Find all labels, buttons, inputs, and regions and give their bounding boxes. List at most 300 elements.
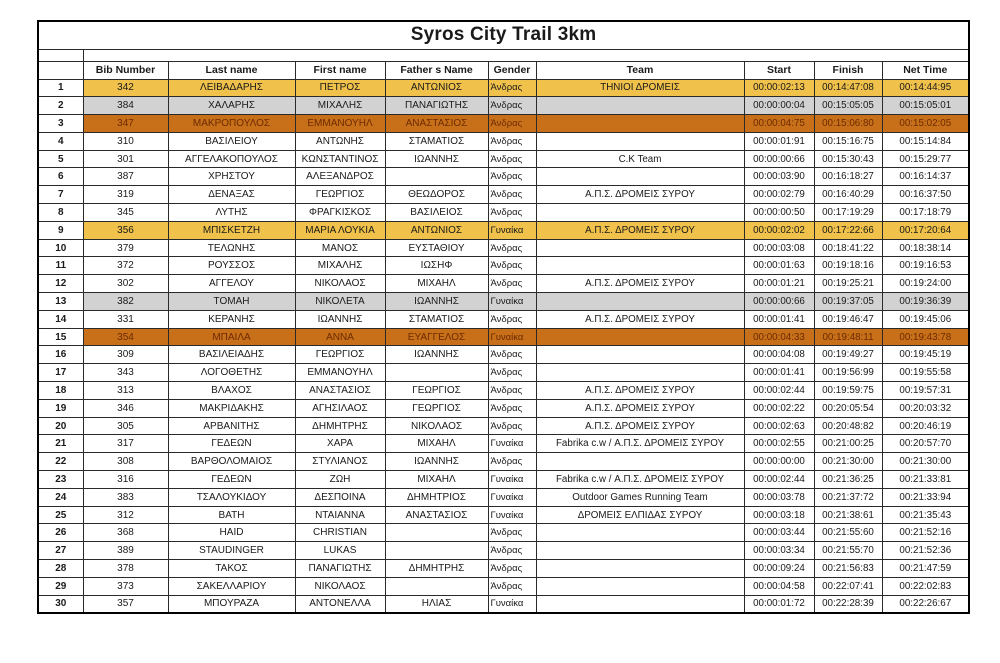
cell-start: 00:00:04:75 (744, 115, 814, 133)
results-sheet (37, 20, 968, 614)
cell-finish: 00:21:55:70 (814, 542, 882, 560)
cell-finish: 00:15:05:05 (814, 97, 882, 115)
cell-father (385, 364, 488, 382)
cell-finish: 00:16:18:27 (814, 168, 882, 186)
cell-last: ΑΡΒΑΝΙΤΗΣ (168, 417, 295, 435)
cell-bib: 356 (83, 221, 168, 239)
cell-team: ΔΡΟΜΕΙΣ ΕΛΠΙΔΑΣ ΣΥΡΟΥ (536, 506, 744, 524)
cell-start: 00:00:00:00 (744, 453, 814, 471)
cell-team: Fabrika c.w / Α.Π.Σ. ΔΡΟΜΕΙΣ ΣΥΡΟΥ (536, 435, 744, 453)
cell-rank: 14 (38, 310, 83, 328)
cell-team (536, 328, 744, 346)
column-header-bib: Bib Number (83, 61, 168, 79)
cell-team: Α.Π.Σ. ΔΡΟΜΕΙΣ ΣΥΡΟΥ (536, 221, 744, 239)
cell-team (536, 560, 744, 578)
cell-last: ΤΑΚΟΣ (168, 560, 295, 578)
cell-start: 00:00:01:21 (744, 275, 814, 293)
cell-net: 00:19:45:19 (882, 346, 969, 364)
cell-start: 00:00:02:02 (744, 221, 814, 239)
title-row (38, 21, 969, 49)
cell-net: 00:21:52:16 (882, 524, 969, 542)
cell-net: 00:22:26:67 (882, 595, 969, 613)
cell-net: 00:19:55:58 (882, 364, 969, 382)
cell-rank: 22 (38, 453, 83, 471)
cell-father: ΣΤΑΜΑΤΙΟΣ (385, 132, 488, 150)
cell-bib: 342 (83, 79, 168, 97)
cell-first: ΑΝΤΩΝΗΣ (295, 132, 385, 150)
cell-first: CHRISTIAN (295, 524, 385, 542)
cell-rank: 13 (38, 293, 83, 311)
cell-gender: Γυναίκα (488, 221, 536, 239)
table-row (38, 186, 969, 204)
cell-gender: Άνδρας (488, 346, 536, 364)
cell-last: ΧΡΗΣΤΟΥ (168, 168, 295, 186)
table-row (38, 542, 969, 560)
cell-bib: 372 (83, 257, 168, 275)
cell-father: ΜΙΧΑΗΛ (385, 471, 488, 489)
table-row (38, 115, 969, 133)
cell-bib: 305 (83, 417, 168, 435)
cell-net: 00:17:18:79 (882, 204, 969, 222)
table-row (38, 506, 969, 524)
table-row (38, 275, 969, 293)
cell-first: ΔΕΣΠΟΙΝΑ (295, 488, 385, 506)
table-row (38, 399, 969, 417)
cell-finish: 00:22:07:41 (814, 577, 882, 595)
column-header-fathersname: Father s Name (385, 61, 488, 79)
cell-finish: 00:19:56:99 (814, 364, 882, 382)
cell-rank: 10 (38, 239, 83, 257)
cell-last: ΡΟΥΣΣΟΣ (168, 257, 295, 275)
cell-gender: Άνδρας (488, 132, 536, 150)
cell-team (536, 293, 744, 311)
table-row (38, 435, 969, 453)
cell-rank: 29 (38, 577, 83, 595)
cell-father: ΔΗΜΗΤΡΗΣ (385, 560, 488, 578)
cell-bib: 379 (83, 239, 168, 257)
table-row (38, 97, 969, 115)
column-header-gender: Gender (488, 61, 536, 79)
spacer-cell (83, 49, 969, 61)
cell-start: 00:00:01:72 (744, 595, 814, 613)
cell-net: 00:19:43:78 (882, 328, 969, 346)
table-row (38, 453, 969, 471)
cell-start: 00:00:01:63 (744, 257, 814, 275)
spacer-cell (38, 49, 83, 61)
cell-last: ΜΑΚΡΙΔΑΚΗΣ (168, 399, 295, 417)
cell-first: ΠΕΤΡΟΣ (295, 79, 385, 97)
cell-rank: 26 (38, 524, 83, 542)
cell-rank: 30 (38, 595, 83, 613)
cell-father: ΙΩΑΝΝΗΣ (385, 453, 488, 471)
cell-rank: 3 (38, 115, 83, 133)
table-row (38, 221, 969, 239)
cell-gender: Άνδρας (488, 204, 536, 222)
cell-rank: 16 (38, 346, 83, 364)
cell-last: ΑΓΓΕΛΑΚΟΠΟΥΛΟΣ (168, 150, 295, 168)
cell-net: 00:21:33:81 (882, 471, 969, 489)
cell-bib: 312 (83, 506, 168, 524)
cell-first: ΜΑΝΟΣ (295, 239, 385, 257)
cell-first: ΜΑΡΙΑ ΛΟΥΚΙΑ (295, 221, 385, 239)
cell-rank: 1 (38, 79, 83, 97)
table-row (38, 132, 969, 150)
cell-last: ΣΑΚΕΛΛΑΡΙΟΥ (168, 577, 295, 595)
cell-rank: 18 (38, 382, 83, 400)
cell-bib: 319 (83, 186, 168, 204)
column-header-nettime: Net Time (882, 61, 969, 79)
table-row (38, 239, 969, 257)
cell-bib: 347 (83, 115, 168, 133)
cell-net: 00:20:57:70 (882, 435, 969, 453)
cell-father: ΑΝΑΣΤΑΣΙΟΣ (385, 506, 488, 524)
cell-team: Α.Π.Σ. ΔΡΟΜΕΙΣ ΣΥΡΟΥ (536, 310, 744, 328)
cell-finish: 00:21:37:72 (814, 488, 882, 506)
cell-start: 00:00:02:22 (744, 399, 814, 417)
cell-finish: 00:19:18:16 (814, 257, 882, 275)
cell-gender: Άνδρας (488, 417, 536, 435)
cell-father: ΣΤΑΜΑΤΙΟΣ (385, 310, 488, 328)
cell-team (536, 204, 744, 222)
cell-net: 00:20:46:19 (882, 417, 969, 435)
cell-bib: 346 (83, 399, 168, 417)
cell-gender: Άνδρας (488, 382, 536, 400)
cell-father: ΑΝΤΩΝΙΟΣ (385, 221, 488, 239)
table-row (38, 364, 969, 382)
cell-father: ΙΩΑΝΝΗΣ (385, 293, 488, 311)
cell-team (536, 542, 744, 560)
cell-finish: 00:15:06:80 (814, 115, 882, 133)
cell-finish: 00:19:59:75 (814, 382, 882, 400)
table-row (38, 488, 969, 506)
cell-rank: 4 (38, 132, 83, 150)
cell-start: 00:00:02:13 (744, 79, 814, 97)
cell-net: 00:19:45:06 (882, 310, 969, 328)
cell-first: ΚΩΝΣΤΑΝΤΙΝΟΣ (295, 150, 385, 168)
cell-net: 00:15:29:77 (882, 150, 969, 168)
cell-net: 00:19:16:53 (882, 257, 969, 275)
cell-last: ΤΣΑΛΟΥΚΙΔΟΥ (168, 488, 295, 506)
cell-rank: 12 (38, 275, 83, 293)
cell-last: ΓΕΔΕΩΝ (168, 471, 295, 489)
cell-finish: 00:21:36:25 (814, 471, 882, 489)
cell-bib: 308 (83, 453, 168, 471)
cell-rank: 28 (38, 560, 83, 578)
cell-father: ΑΝΤΩΝΙΟΣ (385, 79, 488, 97)
cell-first: ΙΩΑΝΝΗΣ (295, 310, 385, 328)
cell-finish: 00:21:38:61 (814, 506, 882, 524)
cell-gender: Άνδρας (488, 186, 536, 204)
cell-net: 00:19:57:31 (882, 382, 969, 400)
cell-start: 00:00:01:91 (744, 132, 814, 150)
cell-last: ΑΓΓΕΛΟΥ (168, 275, 295, 293)
cell-first: ΓΕΩΡΓΙΟΣ (295, 346, 385, 364)
page-title: Syros City Trail 3km (38, 21, 969, 49)
cell-finish: 00:21:55:60 (814, 524, 882, 542)
cell-rank: 6 (38, 168, 83, 186)
cell-net: 00:21:30:00 (882, 453, 969, 471)
cell-first: ΑΝΤΟΝΕΛΛΑ (295, 595, 385, 613)
cell-rank: 15 (38, 328, 83, 346)
cell-gender: Άνδρας (488, 239, 536, 257)
results-table (37, 20, 970, 614)
cell-start: 00:00:03:78 (744, 488, 814, 506)
cell-last: ΒΛΑΧΟΣ (168, 382, 295, 400)
cell-first: LUKAS (295, 542, 385, 560)
cell-gender: Άνδρας (488, 453, 536, 471)
cell-rank: 27 (38, 542, 83, 560)
cell-father (385, 577, 488, 595)
cell-rank: 8 (38, 204, 83, 222)
cell-start: 00:00:03:08 (744, 239, 814, 257)
cell-finish: 00:19:37:05 (814, 293, 882, 311)
cell-first: ΧΑΡΑ (295, 435, 385, 453)
cell-net: 00:20:03:32 (882, 399, 969, 417)
cell-start: 00:00:03:18 (744, 506, 814, 524)
cell-father: ΓΕΩΡΓΙΟΣ (385, 382, 488, 400)
cell-bib: 317 (83, 435, 168, 453)
cell-first: ΓΕΩΡΓΙΟΣ (295, 186, 385, 204)
table-row (38, 310, 969, 328)
cell-finish: 00:20:48:82 (814, 417, 882, 435)
cell-bib: 313 (83, 382, 168, 400)
cell-rank: 23 (38, 471, 83, 489)
cell-father: ΔΗΜΗΤΡΙΟΣ (385, 488, 488, 506)
cell-gender: Άνδρας (488, 364, 536, 382)
table-row (38, 471, 969, 489)
cell-father (385, 542, 488, 560)
cell-father (385, 168, 488, 186)
cell-net: 00:15:02:05 (882, 115, 969, 133)
cell-start: 00:00:02:79 (744, 186, 814, 204)
cell-bib: 389 (83, 542, 168, 560)
cell-net: 00:19:24:00 (882, 275, 969, 293)
cell-gender: Άνδρας (488, 399, 536, 417)
cell-rank: 21 (38, 435, 83, 453)
table-row (38, 595, 969, 613)
cell-finish: 00:19:25:21 (814, 275, 882, 293)
cell-last: ΓΕΔΕΩΝ (168, 435, 295, 453)
cell-last: ΜΠΟΥΡΑΖΑ (168, 595, 295, 613)
cell-finish: 00:19:49:27 (814, 346, 882, 364)
cell-first: ΕΜΜΑΝΟΥΗΛ (295, 115, 385, 133)
cell-rank: 9 (38, 221, 83, 239)
table-row (38, 79, 969, 97)
cell-team: Outdoor Games Running Team (536, 488, 744, 506)
cell-finish: 00:19:46:47 (814, 310, 882, 328)
cell-last: ΤΕΛΩΝΗΣ (168, 239, 295, 257)
cell-finish: 00:17:22:66 (814, 221, 882, 239)
cell-bib: 387 (83, 168, 168, 186)
cell-start: 00:00:02:44 (744, 471, 814, 489)
cell-finish: 00:19:48:11 (814, 328, 882, 346)
cell-first: ΑΛΕΞΑΝΔΡΟΣ (295, 168, 385, 186)
cell-father: ΝΙΚΟΛΑΟΣ (385, 417, 488, 435)
cell-first: ΜΙΧΑΛΗΣ (295, 257, 385, 275)
cell-finish: 00:21:30:00 (814, 453, 882, 471)
column-header-firstname: First name (295, 61, 385, 79)
cell-father: ΙΩΑΝΝΗΣ (385, 150, 488, 168)
cell-bib: 343 (83, 364, 168, 382)
cell-last: ΒΑΤΗ (168, 506, 295, 524)
cell-gender: Γυναίκα (488, 435, 536, 453)
cell-last: ΜΑΚΡΟΠΟΥΛΟΣ (168, 115, 295, 133)
cell-net: 00:21:47:59 (882, 560, 969, 578)
cell-team: ΤΗΝΙΟΙ ΔΡΟΜΕΙΣ (536, 79, 744, 97)
cell-rank: 2 (38, 97, 83, 115)
cell-rank: 5 (38, 150, 83, 168)
cell-finish: 00:18:41:22 (814, 239, 882, 257)
cell-start: 00:00:04:08 (744, 346, 814, 364)
cell-team: C.K Team (536, 150, 744, 168)
table-row (38, 560, 969, 578)
cell-team: Α.Π.Σ. ΔΡΟΜΕΙΣ ΣΥΡΟΥ (536, 417, 744, 435)
cell-team (536, 97, 744, 115)
cell-gender: Γυναίκα (488, 488, 536, 506)
cell-last: ΛΟΓΟΘΕΤΗΣ (168, 364, 295, 382)
spacer-row (38, 49, 969, 61)
cell-gender: Άνδρας (488, 115, 536, 133)
cell-rank: 20 (38, 417, 83, 435)
cell-father: ΕΥΑΓΓΕΛΟΣ (385, 328, 488, 346)
table-row (38, 328, 969, 346)
cell-first: ΝΙΚΟΛΑΟΣ (295, 275, 385, 293)
cell-bib: 368 (83, 524, 168, 542)
column-header-rank (38, 61, 83, 79)
results-body (38, 79, 969, 613)
cell-bib: 310 (83, 132, 168, 150)
cell-first: ΑΝΝΑ (295, 328, 385, 346)
column-header-team: Team (536, 61, 744, 79)
cell-bib: 331 (83, 310, 168, 328)
cell-last: HAID (168, 524, 295, 542)
cell-finish: 00:16:40:29 (814, 186, 882, 204)
cell-finish: 00:15:30:43 (814, 150, 882, 168)
cell-last: ΒΑΡΘΟΛΟΜΑΙΟΣ (168, 453, 295, 471)
cell-last: ΤΟΜΑΗ (168, 293, 295, 311)
cell-last: ΒΑΣΙΛΕΙΑΔΗΣ (168, 346, 295, 364)
column-header-lastname: Last name (168, 61, 295, 79)
cell-start: 00:00:04:33 (744, 328, 814, 346)
cell-start: 00:00:00:04 (744, 97, 814, 115)
cell-bib: 302 (83, 275, 168, 293)
table-row (38, 524, 969, 542)
cell-bib: 345 (83, 204, 168, 222)
cell-bib: 357 (83, 595, 168, 613)
cell-start: 00:00:00:66 (744, 293, 814, 311)
cell-last: ΜΠΙΣΚΕΤΖΗ (168, 221, 295, 239)
cell-net: 00:21:33:94 (882, 488, 969, 506)
cell-rank: 7 (38, 186, 83, 204)
header-row (38, 61, 969, 79)
cell-first: ΑΝΑΣΤΑΣΙΟΣ (295, 382, 385, 400)
cell-last: ΧΑΛΑΡΗΣ (168, 97, 295, 115)
cell-finish: 00:21:00:25 (814, 435, 882, 453)
cell-team (536, 115, 744, 133)
cell-father: ΕΥΣΤΑΘΙΟΥ (385, 239, 488, 257)
cell-team (536, 453, 744, 471)
cell-team: Fabrika c.w / Α.Π.Σ. ΔΡΟΜΕΙΣ ΣΥΡΟΥ (536, 471, 744, 489)
cell-gender: Άνδρας (488, 560, 536, 578)
cell-last: ΜΠΑΙΛΑ (168, 328, 295, 346)
cell-last: STAUDINGER (168, 542, 295, 560)
cell-gender: Γυναίκα (488, 293, 536, 311)
cell-start: 00:00:01:41 (744, 310, 814, 328)
cell-net: 00:18:38:14 (882, 239, 969, 257)
cell-bib: 316 (83, 471, 168, 489)
cell-start: 00:00:02:63 (744, 417, 814, 435)
cell-bib: 309 (83, 346, 168, 364)
table-row (38, 417, 969, 435)
cell-first: ΝΤΑΙΑΝΝΑ (295, 506, 385, 524)
cell-start: 00:00:02:55 (744, 435, 814, 453)
cell-team (536, 364, 744, 382)
cell-father: ΑΝΑΣΤΑΣΙΟΣ (385, 115, 488, 133)
table-row (38, 168, 969, 186)
cell-gender: Άνδρας (488, 275, 536, 293)
cell-gender: Άνδρας (488, 542, 536, 560)
cell-start: 00:00:02:44 (744, 382, 814, 400)
cell-father (385, 524, 488, 542)
cell-father: ΗΛΙΑΣ (385, 595, 488, 613)
cell-bib: 354 (83, 328, 168, 346)
cell-finish: 00:15:16:75 (814, 132, 882, 150)
cell-start: 00:00:03:44 (744, 524, 814, 542)
cell-team: Α.Π.Σ. ΔΡΟΜΕΙΣ ΣΥΡΟΥ (536, 382, 744, 400)
cell-net: 00:17:20:64 (882, 221, 969, 239)
cell-finish: 00:21:56:83 (814, 560, 882, 578)
cell-father: ΓΕΩΡΓΙΟΣ (385, 399, 488, 417)
cell-team (536, 595, 744, 613)
cell-gender: Άνδρας (488, 150, 536, 168)
cell-net: 00:21:52:36 (882, 542, 969, 560)
cell-net: 00:21:35:43 (882, 506, 969, 524)
cell-finish: 00:17:19:29 (814, 204, 882, 222)
cell-finish: 00:14:47:08 (814, 79, 882, 97)
cell-father: ΜΙΧΑΗΛ (385, 275, 488, 293)
cell-bib: 378 (83, 560, 168, 578)
cell-team (536, 346, 744, 364)
cell-net: 00:14:44:95 (882, 79, 969, 97)
cell-start: 00:00:00:50 (744, 204, 814, 222)
cell-start: 00:00:01:41 (744, 364, 814, 382)
cell-start: 00:00:03:34 (744, 542, 814, 560)
cell-gender: Άνδρας (488, 168, 536, 186)
cell-team (536, 577, 744, 595)
cell-start: 00:00:09:24 (744, 560, 814, 578)
cell-rank: 25 (38, 506, 83, 524)
cell-start: 00:00:04:58 (744, 577, 814, 595)
cell-gender: Άνδρας (488, 577, 536, 595)
cell-father: ΒΑΣΙΛΕΙΟΣ (385, 204, 488, 222)
column-header-start: Start (744, 61, 814, 79)
cell-first: ΝΙΚΟΛΑΟΣ (295, 577, 385, 595)
cell-bib: 301 (83, 150, 168, 168)
cell-net: 00:16:37:50 (882, 186, 969, 204)
cell-first: ΖΩΗ (295, 471, 385, 489)
cell-gender: Άνδρας (488, 310, 536, 328)
table-row (38, 257, 969, 275)
cell-first: ΜΙΧΑΛΗΣ (295, 97, 385, 115)
cell-net: 00:15:05:01 (882, 97, 969, 115)
cell-net: 00:16:14:37 (882, 168, 969, 186)
cell-rank: 17 (38, 364, 83, 382)
cell-first: ΑΓΗΣΙΛΑΟΣ (295, 399, 385, 417)
cell-team: Α.Π.Σ. ΔΡΟΜΕΙΣ ΣΥΡΟΥ (536, 275, 744, 293)
cell-bib: 383 (83, 488, 168, 506)
cell-rank: 24 (38, 488, 83, 506)
cell-father: ΙΩΣΗΦ (385, 257, 488, 275)
